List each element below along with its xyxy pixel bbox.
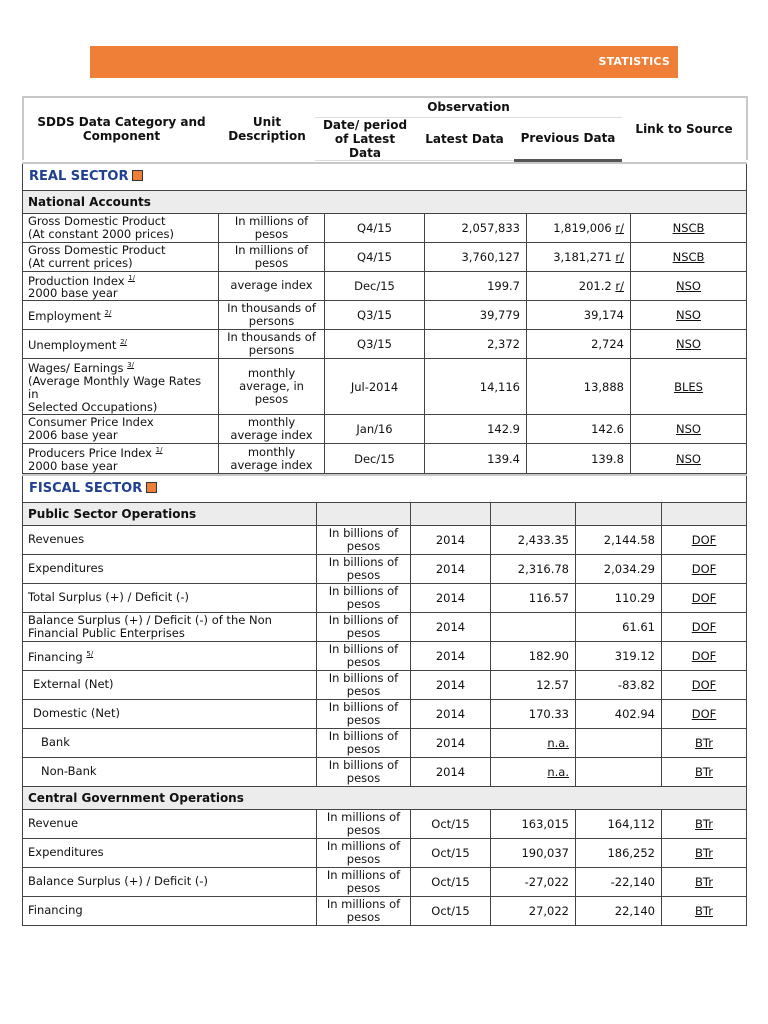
row-unit: In thousands of persons [219, 330, 325, 359]
row-previous [527, 415, 631, 444]
row-name-text: Gross Domestic Product [28, 213, 166, 228]
group-central-government-operations-label: Central Government Operations [23, 786, 747, 809]
table-row [23, 213, 747, 242]
row-date: 2014 [411, 583, 491, 612]
table-row [23, 330, 747, 359]
row-date: Oct/15 [411, 838, 491, 867]
group-blank-cell [491, 502, 576, 525]
row-previous [576, 809, 662, 838]
row-name-text: Gross Domestic Product [28, 242, 166, 257]
row-name-text: Wages/ Earnings [28, 361, 124, 376]
row-name [23, 757, 317, 786]
source-link[interactable]: DOF [662, 583, 747, 612]
collapse-icon[interactable] [146, 482, 157, 493]
row-name [23, 271, 219, 301]
real-sector-title [23, 163, 747, 191]
col-previous-header: Previous Data [514, 117, 622, 160]
banner-label: STATISTICS [598, 55, 670, 68]
source-link[interactable]: BTr [662, 757, 747, 786]
row-unit: In millions of pesos [219, 213, 325, 242]
previous-value: 319.12 [614, 648, 655, 663]
previous-value: 61.61 [622, 619, 655, 634]
row-unit: In billions of pesos [317, 699, 411, 728]
col-category-header: SDDS Data Category and Component [37, 115, 206, 143]
row-previous [527, 330, 631, 359]
row-name-text: Expenditures [28, 845, 104, 860]
row-date: 2014 [411, 728, 491, 757]
row-name [23, 525, 317, 554]
row-previous [576, 728, 662, 757]
previous-value: 201.2 [578, 278, 612, 293]
row-name-text: Employment [28, 309, 101, 324]
row-unit: In millions of pesos [317, 867, 411, 896]
row-name-text: Balance Surplus (+) / Deficit (-) of the Non [28, 612, 272, 627]
previous-value: 2,034.29 [603, 561, 655, 576]
previous-value: 1,819,006 [553, 220, 612, 235]
row-name [23, 867, 317, 896]
row-date: Q3/15 [325, 301, 425, 330]
row-latest: 39,779 [425, 301, 527, 330]
row-name-text: Non-Bank [41, 764, 97, 779]
group-blank-cell [662, 502, 747, 525]
group-blank-cell [317, 502, 411, 525]
row-latest: 2,316.78 [491, 554, 576, 583]
row-latest: 182.90 [491, 641, 576, 670]
row-name-subtext: (At constant 2000 prices) [28, 226, 174, 241]
source-link[interactable]: NSCB [631, 242, 747, 271]
row-latest: 2,057,833 [425, 213, 527, 242]
revised-mark-link[interactable]: r/ [615, 278, 624, 293]
row-name [23, 554, 317, 583]
row-previous [576, 867, 662, 896]
table-row [23, 525, 747, 554]
previous-value: 110.29 [614, 590, 655, 605]
row-date: Jan/16 [325, 415, 425, 444]
group-national-accounts-label: National Accounts [23, 190, 747, 213]
row-name [23, 670, 317, 699]
row-previous [576, 641, 662, 670]
real-sector-row [23, 163, 747, 191]
row-name [23, 699, 317, 728]
row-name-subtext: Financial Public Enterprises [28, 625, 185, 640]
table-row [23, 612, 747, 641]
row-unit: In billions of pesos [317, 612, 411, 641]
revised-mark-link[interactable]: r/ [615, 220, 624, 235]
group-central-government-operations [23, 786, 747, 809]
fiscal-sector-row [23, 475, 747, 503]
row-date: 2014 [411, 757, 491, 786]
table-row [23, 444, 747, 474]
col-link-header: Link to Source [635, 122, 733, 136]
table-row [23, 838, 747, 867]
previous-value: 2,724 [591, 337, 624, 352]
group-blank-cell [576, 502, 662, 525]
row-latest: 116.57 [491, 583, 576, 612]
row-previous [527, 271, 631, 301]
table-row [23, 271, 747, 301]
fiscal-sector-table [22, 474, 747, 926]
row-name-text: Unemployment [28, 338, 117, 353]
table-row [23, 699, 747, 728]
row-name [23, 896, 317, 925]
row-previous [576, 757, 662, 786]
row-name [23, 583, 317, 612]
source-link[interactable]: NSO [631, 271, 747, 301]
row-name [23, 213, 219, 242]
previous-value: 186,252 [607, 845, 655, 860]
row-latest: 2,372 [425, 330, 527, 359]
row-name-text: External (Net) [33, 677, 114, 692]
source-link[interactable]: BTr [662, 867, 747, 896]
row-name-subtext: (Average Monthly Wage Rates in [28, 374, 202, 402]
row-name-subtext: 2006 base year [28, 428, 118, 443]
table-row [23, 415, 747, 444]
footnote-link[interactable]: 1/ [128, 273, 135, 282]
row-unit: In thousands of persons [219, 301, 325, 330]
row-previous [576, 670, 662, 699]
row-date: Oct/15 [411, 867, 491, 896]
fiscal-sector-title-text: FISCAL SECTOR [29, 481, 143, 497]
row-date: Dec/15 [325, 271, 425, 301]
footnote-link[interactable]: 2/ [104, 309, 112, 318]
col-observation-header: Observation [315, 97, 622, 117]
table-row [23, 670, 747, 699]
row-unit: average index [219, 271, 325, 301]
row-name-text: Expenditures [28, 561, 104, 576]
row-latest [491, 612, 576, 641]
row-name [23, 728, 317, 757]
row-date: Q3/15 [325, 330, 425, 359]
row-name-text: Consumer Price Index [28, 415, 154, 430]
row-name-text: Balance Surplus (+) / Deficit (-) [28, 874, 209, 889]
source-link[interactable]: NSO [631, 330, 747, 359]
row-unit: monthly average index [219, 444, 325, 474]
row-previous [527, 444, 631, 474]
previous-value: 402.94 [614, 706, 655, 721]
row-latest: 2,433.35 [491, 525, 576, 554]
col-latest-header: Latest Data [415, 117, 514, 160]
group-blank-cell [411, 502, 491, 525]
row-name-text: Domestic (Net) [33, 706, 121, 721]
table-header [22, 96, 748, 162]
table-row [23, 359, 747, 415]
previous-value: 3,181,271 [553, 249, 612, 264]
row-date: Oct/15 [411, 809, 491, 838]
row-name-subtext: 2000 base year [28, 286, 118, 301]
source-link[interactable]: NSO [631, 444, 747, 474]
table-row [23, 896, 747, 925]
row-name [23, 415, 219, 444]
sdds-table [22, 96, 747, 926]
row-name [23, 359, 219, 415]
source-link[interactable]: DOF [662, 554, 747, 583]
row-latest: 190,037 [491, 838, 576, 867]
row-unit: In billions of pesos [317, 728, 411, 757]
previous-value: 22,140 [614, 903, 655, 918]
fiscal-sector-title [23, 475, 747, 503]
table-row [23, 757, 747, 786]
previous-value: 39,174 [583, 308, 624, 323]
table-row [23, 641, 747, 670]
row-latest: 3,760,127 [425, 242, 527, 271]
row-latest: 14,116 [425, 359, 527, 415]
row-latest: -27,022 [491, 867, 576, 896]
source-link[interactable]: BTr [662, 896, 747, 925]
table-row [23, 242, 747, 271]
source-link[interactable]: BTr [662, 728, 747, 757]
row-name [23, 612, 317, 641]
row-name-subtext: (At current prices) [28, 255, 133, 270]
row-latest: 199.7 [425, 271, 527, 301]
row-name-text: Bank [41, 735, 70, 750]
previous-value: 13,888 [583, 379, 624, 394]
footnote-link[interactable]: 3/ [127, 361, 134, 370]
footnote-link[interactable]: 5/ [86, 650, 94, 659]
footnote-link[interactable]: 2/ [120, 338, 127, 347]
row-unit: monthly average index [219, 415, 325, 444]
real-sector-table [22, 162, 747, 474]
row-previous [527, 213, 631, 242]
source-link[interactable]: DOF [662, 612, 747, 641]
row-previous [576, 699, 662, 728]
group-national-accounts [23, 190, 747, 213]
row-name-subtext: 2000 base year [28, 458, 118, 473]
previous-value: 142.6 [591, 422, 624, 437]
source-link[interactable]: DOF [662, 641, 747, 670]
row-name-subtext: Selected Occupations) [28, 400, 158, 415]
col-date-header: Date/ period of Latest Data [315, 117, 415, 160]
source-link[interactable]: NSO [631, 301, 747, 330]
row-unit: In billions of pesos [317, 641, 411, 670]
row-latest: 163,015 [491, 809, 576, 838]
source-link[interactable]: BTr [662, 809, 747, 838]
source-link[interactable]: NSO [631, 415, 747, 444]
row-date: Dec/15 [325, 444, 425, 474]
row-unit: In billions of pesos [317, 583, 411, 612]
row-previous [527, 359, 631, 415]
row-name-text: Financing [28, 903, 83, 918]
row-name [23, 330, 219, 359]
row-previous [576, 896, 662, 925]
row-previous [576, 583, 662, 612]
revised-mark-link[interactable]: r/ [615, 249, 624, 264]
row-name-text: Total Surplus (+) / Deficit (-) [28, 590, 190, 605]
row-date: 2014 [411, 612, 491, 641]
table-row [23, 301, 747, 330]
table-row [23, 554, 747, 583]
row-previous [576, 612, 662, 641]
row-unit: In millions of pesos [219, 242, 325, 271]
latest-value-link[interactable]: n.a. [547, 764, 569, 779]
row-previous [576, 838, 662, 867]
row-date: 2014 [411, 699, 491, 728]
row-latest: 27,022 [491, 896, 576, 925]
table-row [23, 583, 747, 612]
source-link[interactable]: BLES [631, 359, 747, 415]
row-name-text: Financing [28, 649, 83, 664]
previous-value: 164,112 [607, 816, 655, 831]
row-unit: In millions of pesos [317, 896, 411, 925]
row-date: 2014 [411, 641, 491, 670]
row-latest: 142.9 [425, 415, 527, 444]
row-name-text: Producers Price Index [28, 445, 152, 460]
row-date: 2014 [411, 554, 491, 583]
row-unit: In millions of pesos [317, 838, 411, 867]
table-row [23, 809, 747, 838]
previous-value: 2,144.58 [603, 532, 655, 547]
col-unit-header: Unit Description [228, 115, 306, 143]
source-link[interactable]: DOF [662, 670, 747, 699]
previous-value: 139.8 [591, 451, 624, 466]
row-unit: In billions of pesos [317, 554, 411, 583]
row-date: Jul-2014 [325, 359, 425, 415]
row-latest[interactable] [491, 757, 576, 786]
latest-value-link[interactable]: n.a. [547, 735, 569, 750]
row-name [23, 838, 317, 867]
row-unit: monthly average, in pesos [219, 359, 325, 415]
row-name [23, 444, 219, 474]
row-name [23, 641, 317, 670]
table-row [23, 728, 747, 757]
row-latest[interactable] [491, 728, 576, 757]
row-date: Q4/15 [325, 213, 425, 242]
row-latest: 170.33 [491, 699, 576, 728]
row-unit: In billions of pesos [317, 757, 411, 786]
previous-value: -22,140 [610, 874, 655, 889]
row-previous [527, 242, 631, 271]
statistics-banner [90, 46, 678, 78]
previous-value: -83.82 [617, 677, 655, 692]
row-unit: In millions of pesos [317, 809, 411, 838]
row-unit: In billions of pesos [317, 525, 411, 554]
row-name [23, 809, 317, 838]
row-latest: 139.4 [425, 444, 527, 474]
real-sector-title-text: REAL SECTOR [29, 169, 129, 184]
footnote-link[interactable]: 1/ [155, 446, 163, 455]
row-name-text: Revenue [28, 816, 79, 831]
source-link[interactable]: DOF [662, 699, 747, 728]
source-link[interactable]: NSCB [631, 213, 747, 242]
table-row [23, 867, 747, 896]
source-link[interactable]: BTr [662, 838, 747, 867]
row-date: 2014 [411, 670, 491, 699]
row-name-text: Revenues [28, 532, 85, 547]
row-date: Q4/15 [325, 242, 425, 271]
row-date: Oct/15 [411, 896, 491, 925]
row-name [23, 242, 219, 271]
row-previous [527, 301, 631, 330]
group-public-sector-operations [23, 502, 747, 525]
row-name [23, 301, 219, 330]
row-unit: In billions of pesos [317, 670, 411, 699]
row-latest: 12.57 [491, 670, 576, 699]
row-name-text: Production Index [28, 273, 125, 288]
row-previous [576, 554, 662, 583]
row-previous [576, 525, 662, 554]
row-date: 2014 [411, 525, 491, 554]
group-public-sector-operations-label: Public Sector Operations [23, 502, 317, 525]
source-link[interactable]: DOF [662, 525, 747, 554]
collapse-icon[interactable] [132, 170, 143, 181]
